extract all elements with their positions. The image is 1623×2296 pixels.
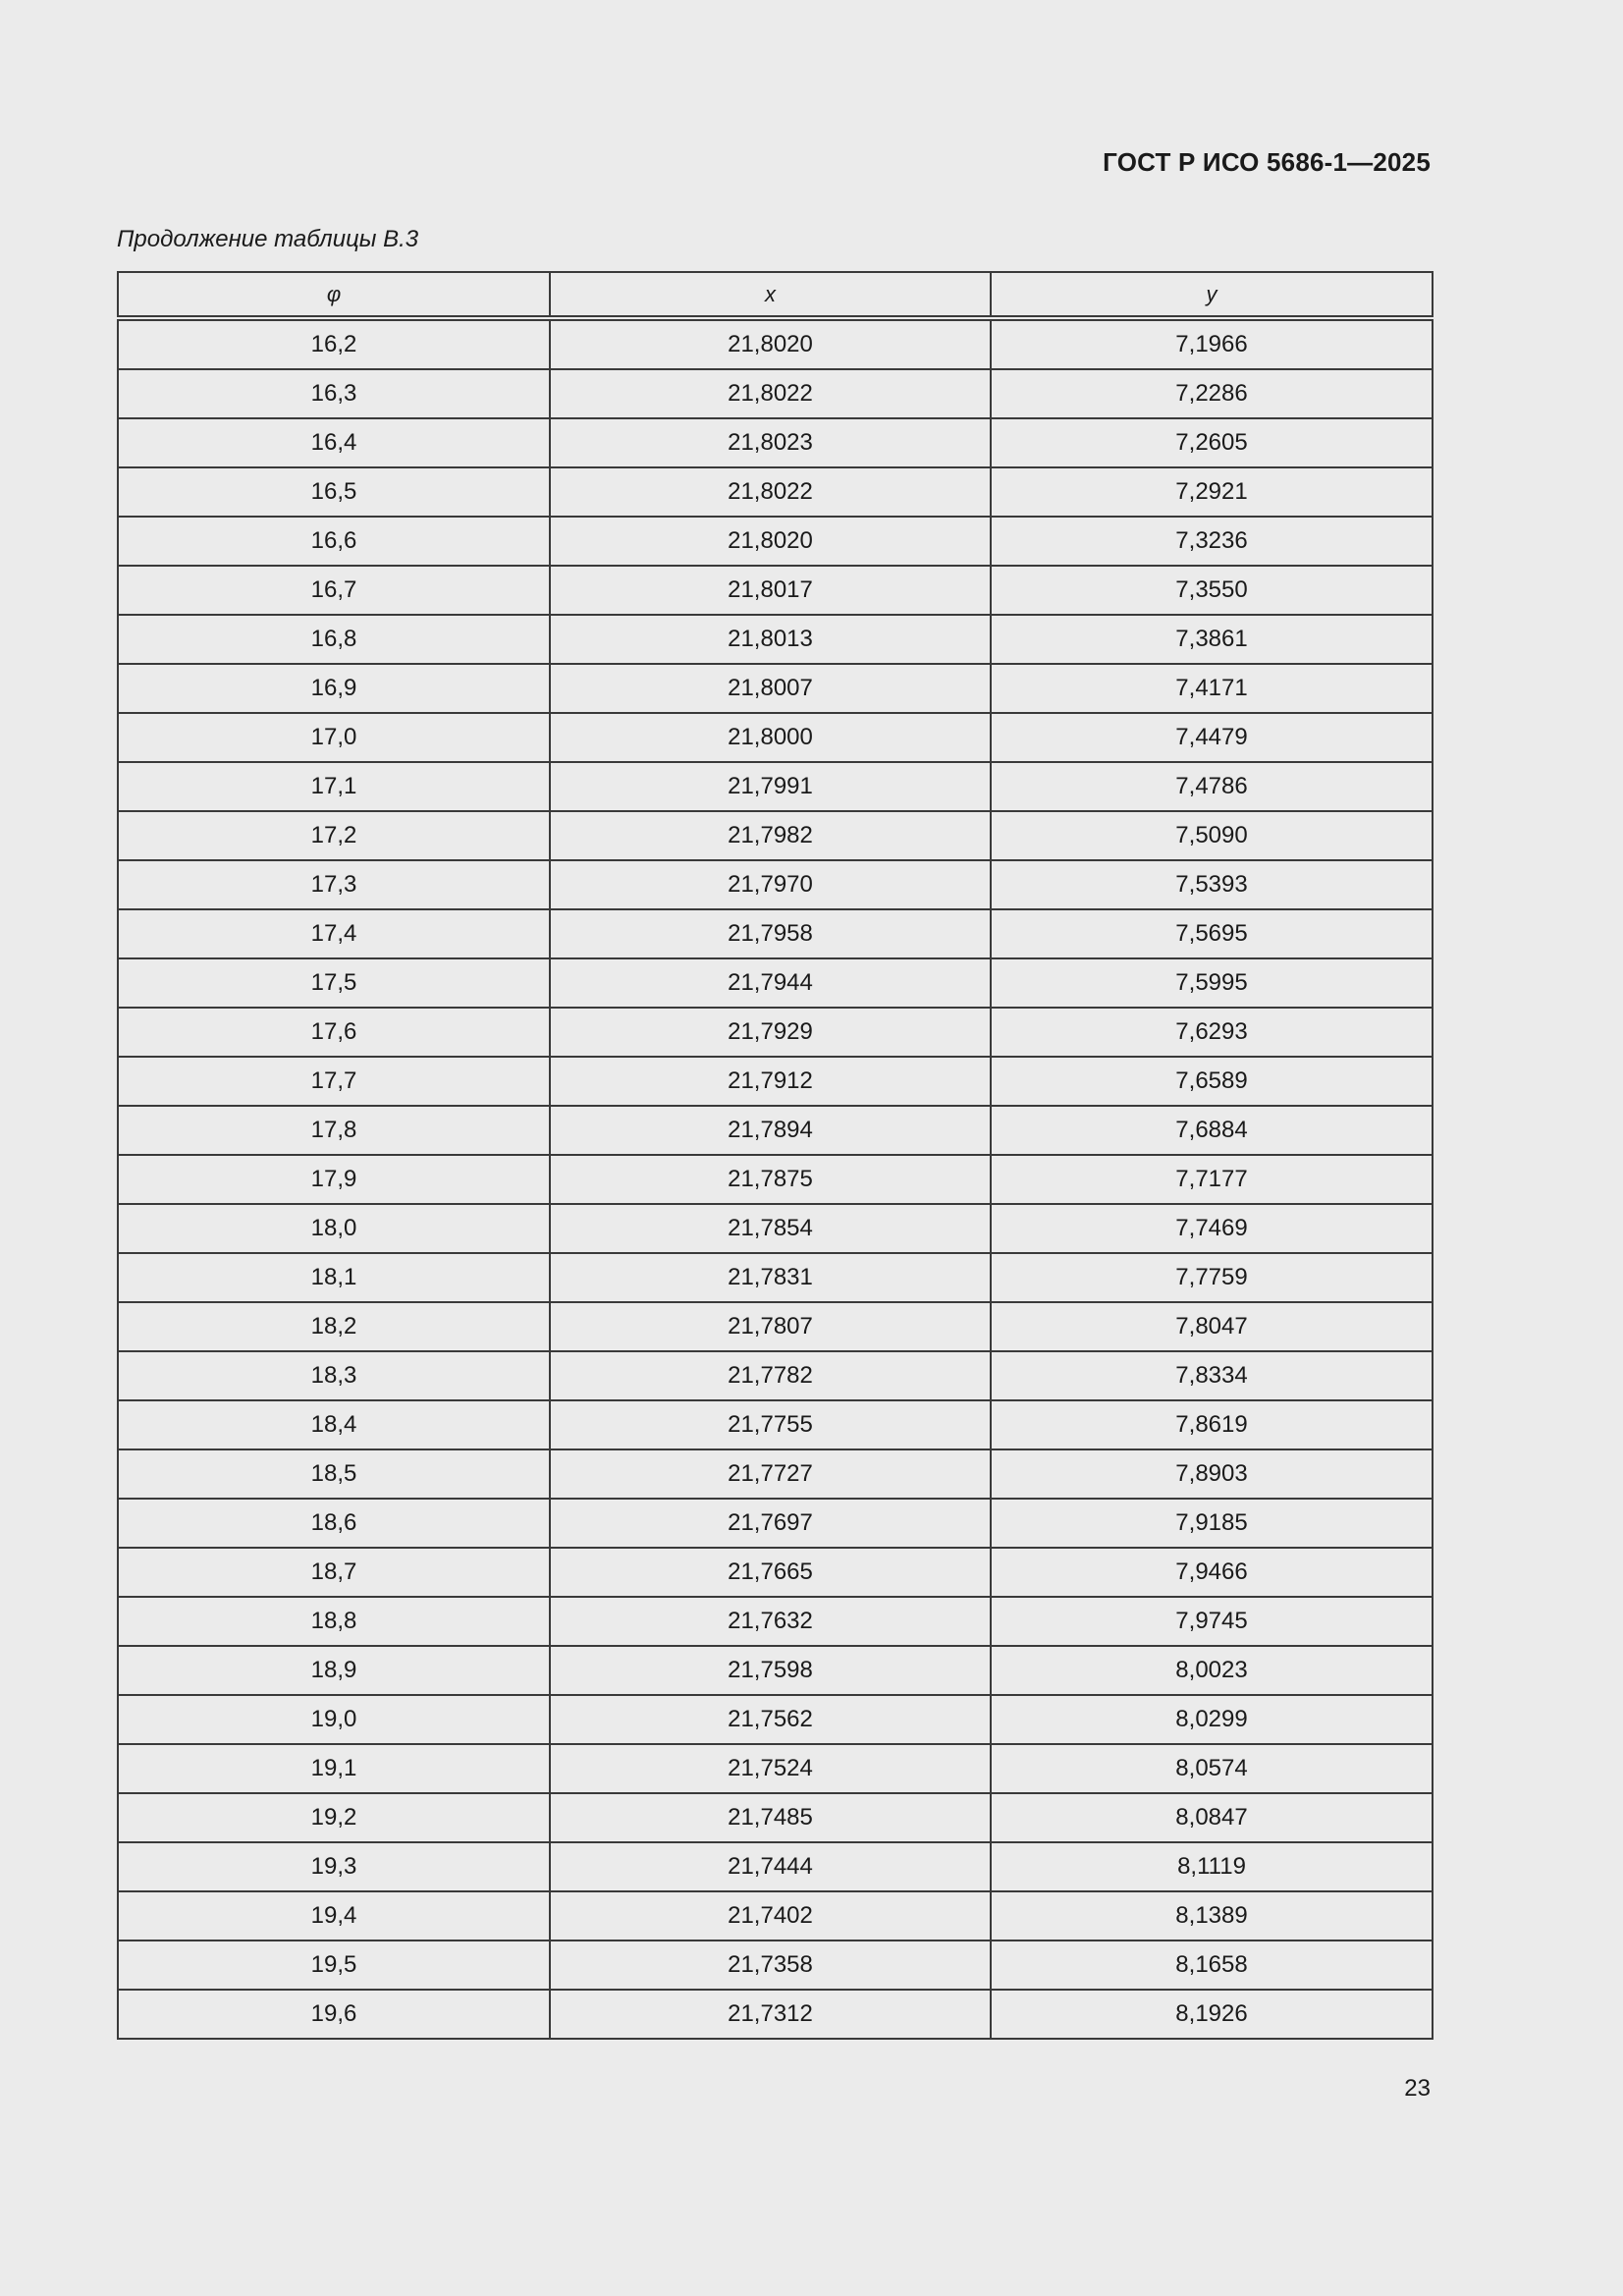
cell-phi: 17,6 (118, 1008, 550, 1057)
cell-y: 7,3861 (991, 615, 1433, 664)
cell-phi: 18,6 (118, 1499, 550, 1548)
table-row (118, 318, 1433, 369)
table-row (118, 1548, 1433, 1597)
cell-y: 7,9466 (991, 1548, 1433, 1597)
cell-y: 7,9745 (991, 1597, 1433, 1646)
cell-phi: 16,7 (118, 566, 550, 615)
cell-y: 7,2921 (991, 467, 1433, 517)
cell-x: 21,7312 (550, 1990, 991, 2039)
cell-y: 7,8047 (991, 1302, 1433, 1351)
table-row (118, 664, 1433, 713)
cell-y: 7,8903 (991, 1449, 1433, 1499)
page-number: 23 (1404, 2075, 1431, 2102)
table-row (118, 1204, 1433, 1253)
cell-x: 21,7894 (550, 1106, 991, 1155)
cell-phi: 19,1 (118, 1744, 550, 1793)
table-row (118, 566, 1433, 615)
table-row (118, 958, 1433, 1008)
cell-phi: 17,9 (118, 1155, 550, 1204)
cell-y: 7,5995 (991, 958, 1433, 1008)
cell-y: 7,7177 (991, 1155, 1433, 1204)
cell-phi: 18,9 (118, 1646, 550, 1695)
column-header-x: x (550, 272, 991, 318)
cell-phi: 18,2 (118, 1302, 550, 1351)
table-row (118, 517, 1433, 566)
table-row (118, 1057, 1433, 1106)
cell-phi: 17,7 (118, 1057, 550, 1106)
cell-phi: 18,8 (118, 1597, 550, 1646)
table-row (118, 909, 1433, 958)
table-row (118, 811, 1433, 860)
cell-y: 8,0023 (991, 1646, 1433, 1695)
table-row (118, 860, 1433, 909)
cell-y: 7,4171 (991, 664, 1433, 713)
cell-phi: 17,8 (118, 1106, 550, 1155)
table-row (118, 418, 1433, 467)
cell-y: 8,0574 (991, 1744, 1433, 1793)
table-row (118, 467, 1433, 517)
cell-phi: 16,5 (118, 467, 550, 517)
cell-x: 21,7755 (550, 1400, 991, 1449)
cell-y: 8,1389 (991, 1891, 1433, 1941)
table-row (118, 1941, 1433, 1990)
cell-phi: 19,5 (118, 1941, 550, 1990)
cell-phi: 19,4 (118, 1891, 550, 1941)
table-row (118, 1793, 1433, 1842)
cell-y: 7,6589 (991, 1057, 1433, 1106)
table-row (118, 615, 1433, 664)
cell-x: 21,8020 (550, 318, 991, 369)
cell-x: 21,7444 (550, 1842, 991, 1891)
cell-phi: 16,2 (118, 318, 550, 369)
cell-x: 21,7958 (550, 909, 991, 958)
table-caption: Продолжение таблицы В.3 (117, 226, 419, 252)
cell-y: 7,3236 (991, 517, 1433, 566)
cell-x: 21,7831 (550, 1253, 991, 1302)
cell-x: 21,7970 (550, 860, 991, 909)
cell-phi: 17,2 (118, 811, 550, 860)
cell-y: 8,1926 (991, 1990, 1433, 2039)
table-row (118, 1155, 1433, 1204)
table-row (118, 1449, 1433, 1499)
cell-y: 7,6293 (991, 1008, 1433, 1057)
cell-x: 21,8020 (550, 517, 991, 566)
cell-y: 7,5090 (991, 811, 1433, 860)
table-header-row (118, 272, 1433, 318)
cell-x: 21,7782 (550, 1351, 991, 1400)
cell-y: 7,3550 (991, 566, 1433, 615)
cell-x: 21,7562 (550, 1695, 991, 1744)
cell-phi: 17,0 (118, 713, 550, 762)
table-row (118, 1253, 1433, 1302)
cell-y: 8,1119 (991, 1842, 1433, 1891)
cell-x: 21,7665 (550, 1548, 991, 1597)
cell-y: 7,2605 (991, 418, 1433, 467)
cell-y: 7,5393 (991, 860, 1433, 909)
cell-phi: 18,0 (118, 1204, 550, 1253)
cell-x: 21,7524 (550, 1744, 991, 1793)
cell-phi: 18,4 (118, 1400, 550, 1449)
table-row (118, 1351, 1433, 1400)
cell-y: 8,0299 (991, 1695, 1433, 1744)
cell-y: 7,7759 (991, 1253, 1433, 1302)
cell-x: 21,8022 (550, 467, 991, 517)
cell-y: 7,1966 (991, 318, 1433, 369)
cell-x: 21,7485 (550, 1793, 991, 1842)
cell-x: 21,7982 (550, 811, 991, 860)
table-row (118, 1990, 1433, 2039)
table-row (118, 1597, 1433, 1646)
column-header-phi: φ (118, 272, 550, 318)
cell-x: 21,7598 (550, 1646, 991, 1695)
cell-phi: 17,3 (118, 860, 550, 909)
cell-y: 7,6884 (991, 1106, 1433, 1155)
cell-phi: 16,3 (118, 369, 550, 418)
cell-phi: 16,9 (118, 664, 550, 713)
cell-y: 7,2286 (991, 369, 1433, 418)
table-row (118, 1891, 1433, 1941)
cell-phi: 17,1 (118, 762, 550, 811)
table-row (118, 1842, 1433, 1891)
cell-x: 21,7697 (550, 1499, 991, 1548)
cell-x: 21,8013 (550, 615, 991, 664)
cell-phi: 19,3 (118, 1842, 550, 1891)
table-row (118, 1646, 1433, 1695)
table-row (118, 1499, 1433, 1548)
cell-phi: 19,2 (118, 1793, 550, 1842)
cell-y: 7,8334 (991, 1351, 1433, 1400)
cell-y: 7,5695 (991, 909, 1433, 958)
cell-x: 21,7912 (550, 1057, 991, 1106)
cell-y: 8,0847 (991, 1793, 1433, 1842)
cell-x: 21,7929 (550, 1008, 991, 1057)
cell-phi: 18,1 (118, 1253, 550, 1302)
cell-x: 21,7991 (550, 762, 991, 811)
cell-y: 7,9185 (991, 1499, 1433, 1548)
data-table (117, 271, 1434, 2040)
cell-phi: 16,8 (118, 615, 550, 664)
table-row (118, 1008, 1433, 1057)
cell-x: 21,7727 (550, 1449, 991, 1499)
cell-x: 21,8022 (550, 369, 991, 418)
cell-phi: 19,6 (118, 1990, 550, 2039)
table-row (118, 369, 1433, 418)
table-row (118, 713, 1433, 762)
cell-y: 7,8619 (991, 1400, 1433, 1449)
table-row (118, 1302, 1433, 1351)
table-row (118, 762, 1433, 811)
cell-phi: 18,7 (118, 1548, 550, 1597)
cell-phi: 16,6 (118, 517, 550, 566)
cell-x: 21,8000 (550, 713, 991, 762)
cell-phi: 18,5 (118, 1449, 550, 1499)
cell-y: 7,7469 (991, 1204, 1433, 1253)
cell-phi: 19,0 (118, 1695, 550, 1744)
cell-x: 21,8017 (550, 566, 991, 615)
cell-y: 7,4786 (991, 762, 1433, 811)
cell-x: 21,7402 (550, 1891, 991, 1941)
cell-x: 21,7632 (550, 1597, 991, 1646)
cell-phi: 16,4 (118, 418, 550, 467)
cell-y: 8,1658 (991, 1941, 1433, 1990)
cell-phi: 17,4 (118, 909, 550, 958)
table-row (118, 1106, 1433, 1155)
table-body (118, 318, 1433, 2039)
cell-x: 21,8023 (550, 418, 991, 467)
cell-y: 7,4479 (991, 713, 1433, 762)
table-row (118, 1695, 1433, 1744)
column-header-y: y (991, 272, 1433, 318)
table-row (118, 1744, 1433, 1793)
cell-x: 21,7854 (550, 1204, 991, 1253)
cell-phi: 18,3 (118, 1351, 550, 1400)
document-header: ГОСТ Р ИСО 5686-1—2025 (1103, 147, 1431, 177)
cell-x: 21,7944 (550, 958, 991, 1008)
table-row (118, 1400, 1433, 1449)
cell-x: 21,7875 (550, 1155, 991, 1204)
cell-x: 21,7807 (550, 1302, 991, 1351)
cell-x: 21,7358 (550, 1941, 991, 1990)
cell-x: 21,8007 (550, 664, 991, 713)
cell-phi: 17,5 (118, 958, 550, 1008)
